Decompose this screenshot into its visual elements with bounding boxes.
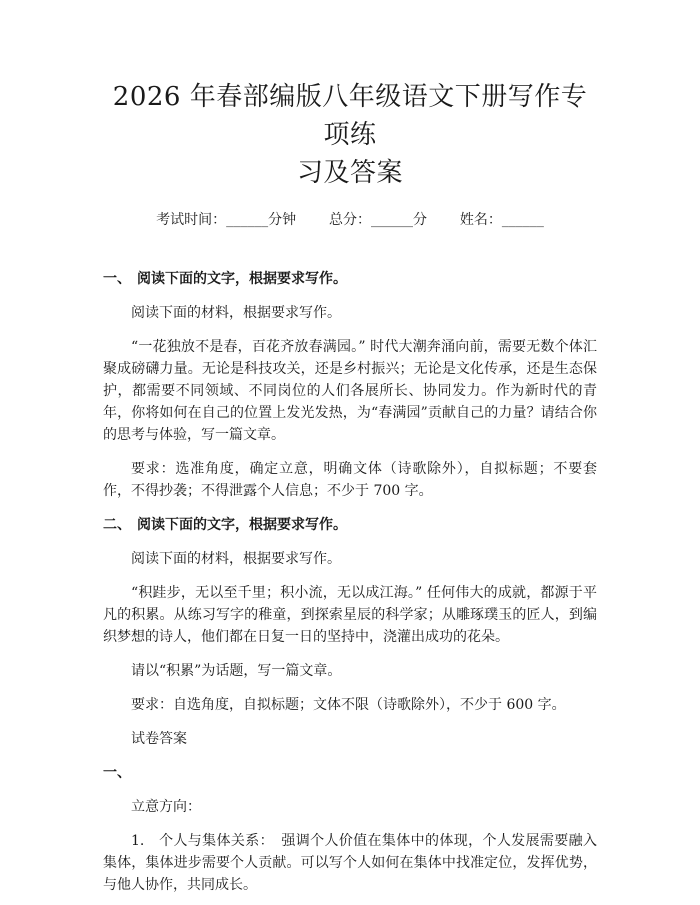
section-2-heading-text: 阅读下面的文字，根据要求写作。 (137, 517, 347, 533)
section-2-topic: 请以“积累”为话题，写一篇文章。 (131, 663, 342, 679)
title-line-2: 习及答案 (296, 158, 403, 188)
section-2-number: 二、 (103, 517, 131, 533)
title-line-1: 2026 年春部编版八年级语文下册写作专项练 (112, 82, 588, 150)
score-blank: ______ (371, 212, 413, 228)
name-blank: ______ (501, 212, 544, 228)
answers-item-1: 1. 个人与集体关系： 强调个人价值在集体中的体现，个人发展需要融入集体，集体进步需要个人贡献。可以写个人如何在集体中找准定位，发挥优势，与他人协作，共同成长。 (103, 833, 597, 893)
document-title (103, 78, 597, 192)
section-2-material: “积跬步，无以至千里；积小流，无以成江海。” 任何伟大的成就，都源于平凡的积累。从练习写字的稚童，到探索星辰的科学家；从雕琢璞玉的匠人，到编织梦想的诗人，他们都在日复一日的坚持中，浇灌出成功的花朵。 (103, 585, 597, 645)
section-1-heading (103, 268, 597, 290)
time-label: 考试时间： (156, 212, 227, 228)
section-2-requirement: 要求：自选角度，自拟标题；文体不限（诗歌除外），不少于 600 字。 (131, 697, 566, 713)
time-blank: ______ (226, 212, 269, 228)
section-2-heading (103, 514, 597, 536)
section-1-requirement: 要求：选准角度，确定立意，明确文体（诗歌除外），自拟标题；不要套作，不得抄袭；不得泄露个人信息；不少于 700 字。 (103, 461, 597, 499)
answers-direction-label: 立意方向： (131, 799, 201, 815)
score-label: 总分： (329, 212, 371, 228)
answers-label: 试卷答案 (131, 731, 187, 747)
section-1-intro: 阅读下面的材料，根据要求写作。 (131, 305, 341, 321)
answers-section-1-number: 一、 (103, 765, 131, 781)
section-1-number: 一、 (103, 271, 131, 287)
score-unit: 分 (413, 212, 427, 228)
time-unit: 分钟 (268, 212, 297, 228)
exam-meta (103, 210, 597, 230)
answers-section-1-heading (103, 762, 597, 784)
section-1-heading-text: 阅读下面的文字，根据要求写作。 (137, 271, 347, 287)
section-1-material: “一花独放不是春，百花齐放春满园。” 时代大潮奔涌向前，需要无数个体汇聚成磅礴力量。无论是科技攻关，还是乡村振兴；无论是文化传承，还是生态保护，都需要不同领域、不同岗位的人们各展所长、协同发力。作为新时代的青年，你将如何在自己的位置上发光发热，为“春满园”贡献自己的力量？请结合你的思考与体验，写一篇文章。 (103, 339, 597, 443)
name-label: 姓名： (459, 212, 502, 228)
section-2-intro: 阅读下面的材料，根据要求写作。 (131, 551, 341, 567)
